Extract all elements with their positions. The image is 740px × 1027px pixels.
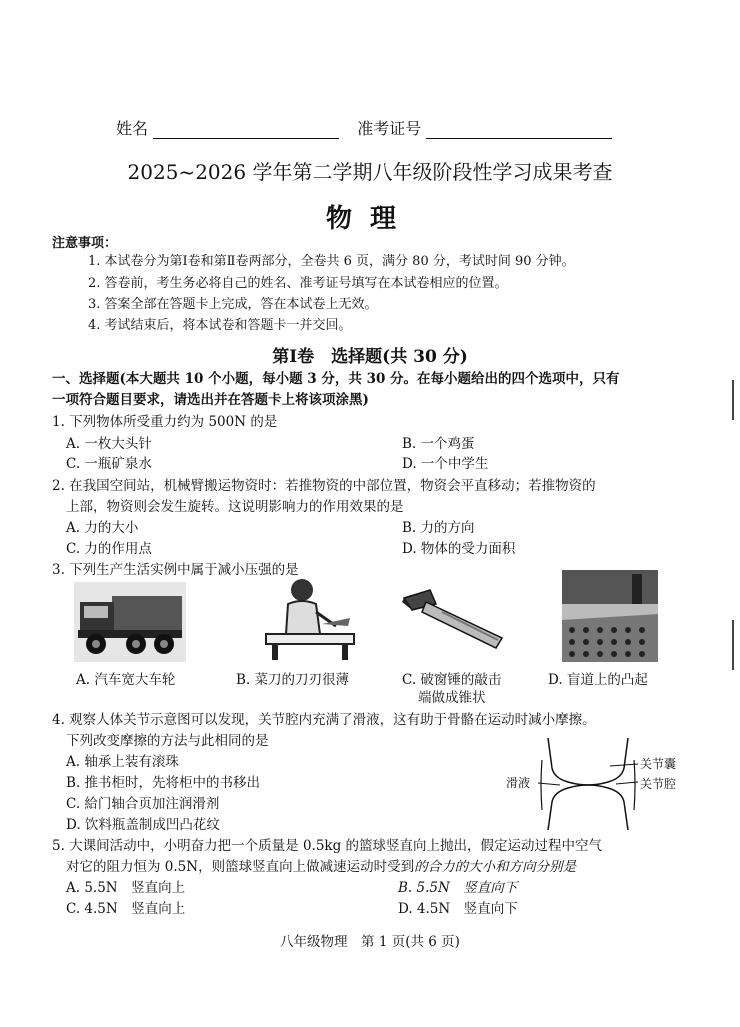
question-1-stem: 1. 下列物体所受重力约为 500N 的是 — [52, 414, 278, 430]
q2-option-b: B. 力的方向 — [402, 520, 475, 536]
q3-option-c: C. 破窗锤的敲击 — [402, 672, 502, 688]
q2-option-d: D. 物体的受力面积 — [402, 541, 516, 557]
exam-id-blank — [426, 122, 612, 139]
q4-option-c: C. 給门轴合页加注润滑剂 — [66, 796, 220, 812]
question-5-stem — [66, 855, 576, 875]
question-5-stem-part: 的合力的大小和方向分别是 — [414, 859, 577, 875]
q2-option-a: A. 力的大小 — [66, 520, 139, 536]
exam-id-label: 准考证号 — [357, 119, 422, 138]
candidate-info-line — [116, 116, 612, 139]
question-3-stem: 3. 下列生产生活实例中属于减小压强的是 — [52, 562, 299, 578]
question-5-stem: 5. 大课间活动中，小明奋力把一个质量是 0.5kg 的篮球竖直向上抛出，假定运动过程中空气 — [52, 838, 603, 854]
page-footer: 八年级物理 第 1 页(共 6 页) — [280, 934, 460, 950]
joint-diagram — [538, 738, 638, 830]
tactile-paving-illustration — [562, 570, 658, 662]
q3-option-d: D. 盲道上的凸起 — [548, 672, 648, 688]
q5-option-d: D. 4.5N 竖直向下 — [398, 901, 518, 917]
q3-option-a: A. 汽车宽大车轮 — [76, 672, 176, 688]
q1-option-a: A. 一枚大头针 — [66, 436, 152, 452]
truck-illustration — [74, 582, 186, 662]
notice-item: 2. 答卷前，考生务必将自己的姓名、准考证号填写在本试卷相应的位置。 — [88, 276, 508, 291]
q1-option-b: B. 一个鸡蛋 — [402, 436, 475, 452]
q2-option-c: C. 力的作用点 — [66, 541, 152, 557]
subject-title: 物理 — [325, 204, 414, 234]
notice-item: 4. 考试结束后，将本试卷和答题卡一并交回。 — [88, 318, 352, 333]
joint-cavity-label: 关节腔 — [640, 777, 677, 791]
notice-item: 3. 答案全部在答题卡上完成，答在本试卷上无效。 — [88, 297, 378, 312]
q5-option-c: C. 4.5N 竖直向上 — [66, 901, 186, 917]
section-description: 一项符合题目要求，请选出并在答题卡上将该项涂黑) — [52, 392, 369, 408]
question-5-stem-part: 对它的阻力恒为 0.5N，则篮球竖直向上做减速运动时受到 — [66, 859, 415, 875]
exam-title: 2025~2026 学年第二学期八年级阶段性学习成果考查 — [127, 160, 613, 184]
section-title: 第Ⅰ卷 选择题(共 30 分) — [272, 347, 468, 367]
notice-heading: 注意事项： — [52, 236, 118, 251]
q4-option-d: D. 饮料瓶盖制成凹凸花纹 — [66, 817, 220, 833]
kitchen-knife-illustration — [262, 576, 358, 662]
joint-capsule-label: 关节囊 — [640, 757, 677, 771]
q1-option-d: D. 一个中学生 — [402, 456, 489, 472]
question-4-stem: 4. 观察人体关节示意图可以发现，关节腔内充满了滑液，这有助于骨骼在运动时减小摩擦。 — [52, 712, 596, 728]
name-blank — [153, 122, 339, 139]
synovial-fluid-label: 滑液 — [506, 776, 531, 790]
scan-edge-mark — [732, 620, 734, 670]
q5-option-a: A. 5.5N 竖直向上 — [66, 880, 186, 896]
safety-hammer-illustration — [402, 586, 506, 650]
q1-option-c: C. 一瓶矿泉水 — [66, 456, 152, 472]
scan-edge-mark — [732, 380, 734, 420]
q4-option-b: B. 推书柜时，先将柜中的书移出 — [66, 775, 261, 791]
section-description: 一、选择题(本大题共 10 个小题，每小题 3 分，共 30 分。在每小题给出的四个选项中，只有 — [52, 371, 620, 387]
q4-option-a: A. 轴承上装有滚珠 — [66, 754, 179, 770]
q5-option-b: B. 5.5N 竖直向下 — [398, 880, 518, 896]
question-2-stem: 上部，物资则会发生旋转。这说明影响力的作用效果的是 — [66, 499, 404, 515]
name-label: 姓名 — [116, 119, 149, 138]
q3-option-b: B. 菜刀的刀刃很薄 — [236, 672, 350, 688]
notice-item: 1. 本试卷分为第Ⅰ卷和第Ⅱ卷两部分，全卷共 6 页，满分 80 分，考试时间 90 分钟。 — [88, 254, 575, 269]
q3-option-c-line2: 端做成锥状 — [418, 690, 486, 706]
question-4-stem: 下列改变摩擦的方法与此相同的是 — [66, 733, 269, 749]
question-2-stem: 2. 在我国空间站，机械臂搬运物资时：若推物资的中部位置，物资会平直移动；若推物资的 — [52, 478, 596, 494]
